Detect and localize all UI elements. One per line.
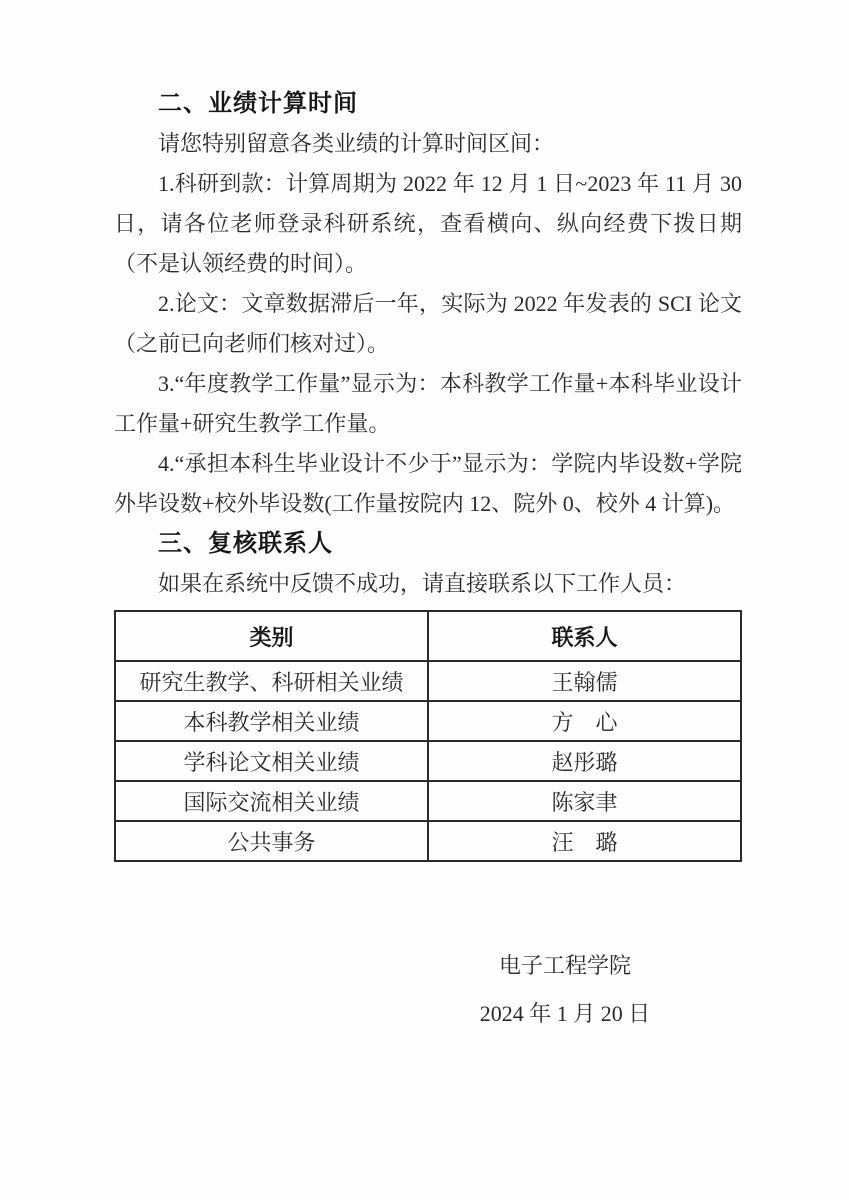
item-papers: 2.论文：文章数据滞后一年，实际为 2022 年发表的 SCI 论文（之前已向老师们核对过）。 [114,291,742,356]
item-graduation-design: 4.“承担本科生毕业设计不少于”显示为：学院内毕设数+学院外毕设数+校外毕设数(工作量按院内 12、院外 0、校外 4 计算)。 [114,451,742,516]
signature-organization: 电子工程学院 [498,953,631,978]
cell-contact: 方 心 [428,701,741,741]
cell-category: 本科教学相关业绩 [115,701,428,741]
cell-contact: 汪 璐 [428,821,741,861]
table-row [115,741,741,781]
item-teaching-workload: 3.“年度教学工作量”显示为：本科教学工作量+本科毕业设计工作量+研究生教学工作量。 [114,371,742,436]
section-3-heading: 三、复核联系人 [158,530,333,557]
column-header-contact: 联系人 [428,611,741,661]
cell-contact: 陈家聿 [428,781,741,821]
item-research-funding: 1.科研到款：计算周期为 2022 年 12 月 1 日~2023 年 11 月 30 日，请各位老师登录科研系统，查看横向、纵向经费下拨日期（不是认领经费的时间）。 [114,171,742,276]
table-row [115,661,741,701]
table-row [115,781,741,821]
cell-category: 研究生教学、科研相关业绩 [115,661,428,701]
column-header-category: 类别 [115,611,428,661]
cell-category: 公共事务 [115,821,428,861]
cell-category: 国际交流相关业绩 [115,781,428,821]
cell-contact: 王翰儒 [428,661,741,701]
table-row [115,821,741,861]
signature-date: 2024 年 1 月 20 日 [479,1001,651,1026]
table-header-row [115,611,741,661]
section-2-heading: 二、业绩计算时间 [158,90,358,117]
table-row [115,701,741,741]
cell-category: 学科论文相关业绩 [115,741,428,781]
section-3-intro: 如果在系统中反馈不成功，请直接联系以下工作人员： [158,571,687,596]
section-2-intro: 请您特别留意各类业绩的计算时间区间： [158,131,555,156]
cell-contact: 赵彤璐 [428,741,741,781]
signature-block [430,942,700,1038]
contact-table [114,610,742,862]
